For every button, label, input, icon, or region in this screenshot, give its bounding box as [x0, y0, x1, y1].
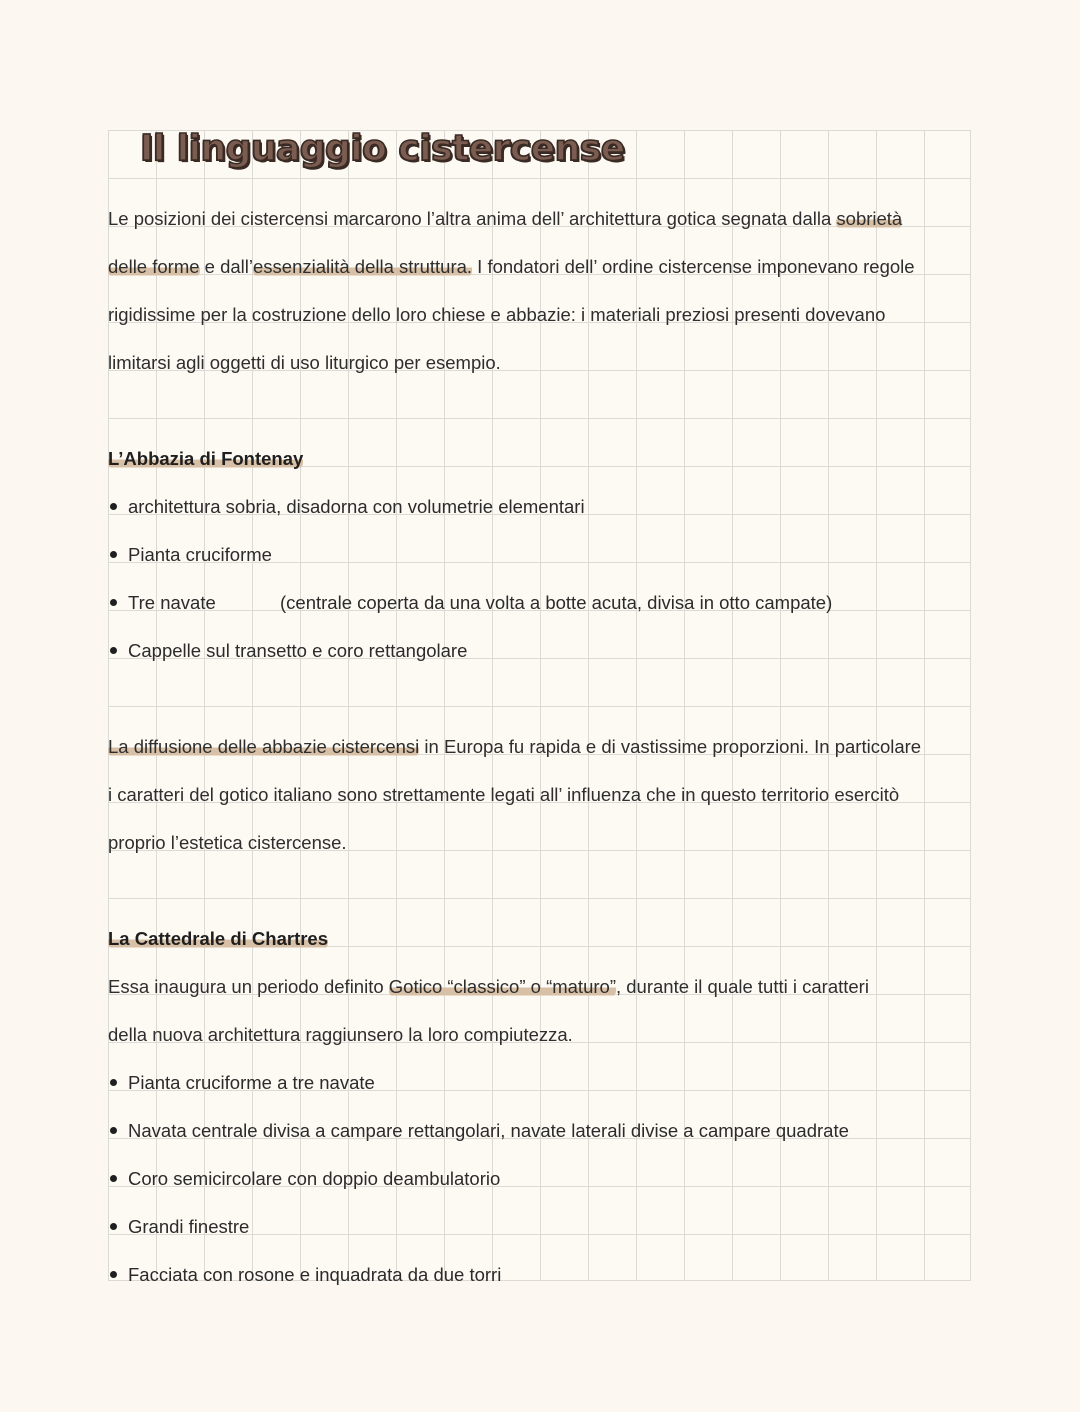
heading-highlight: La Cattedrale di Chartres — [108, 928, 329, 949]
bullet-text: Pianta cruciforme — [128, 544, 272, 565]
chartres-line-1 — [108, 974, 869, 1000]
diffusione-line-3: proprio l’estetica cistercense. — [108, 832, 347, 853]
highlight-sobrieta: sobrietà — [836, 208, 903, 229]
highlight-forme: delle forme — [108, 256, 200, 277]
chartres-bullet-2 — [108, 1118, 849, 1144]
intro-line-2 — [108, 254, 915, 280]
intro-line-4: limitarsi agli oggetti di uso liturgico per esempio. — [108, 352, 501, 373]
section-heading-fontenay — [108, 446, 303, 472]
bullet-text: Cappelle sul transetto e coro rettangolare — [128, 640, 468, 661]
chartres-text: , durante il quale tutti i caratteri — [615, 976, 869, 997]
highlight-essenzialita: essenzialità della struttura. — [253, 256, 473, 277]
page-title: Il linguaggio cistercense — [140, 128, 625, 169]
highlight-gotico: Gotico “classico” o “maturo” — [388, 976, 616, 997]
bullet-dot — [110, 1223, 117, 1230]
intro-line-3: rigidissime per la costruzione dello loro chiese e abbazie: i materiali preziosi presenti dovevano — [108, 304, 886, 325]
bullet-dot — [110, 1271, 117, 1278]
intro-line-1 — [108, 206, 902, 232]
chartres-line-2: della nuova architettura raggiunsero la loro compiutezza. — [108, 1024, 573, 1045]
bullet-dot — [110, 1127, 117, 1134]
diffusione-line-1 — [108, 734, 921, 760]
chartres-bullet-5 — [108, 1262, 501, 1288]
bullet-text: Tre navate — [128, 592, 216, 613]
bullet-text: Pianta cruciforme a tre navate — [128, 1072, 375, 1093]
chartres-bullet-1 — [108, 1070, 375, 1096]
fontenay-bullet-3 — [108, 590, 216, 616]
bullet-dot — [110, 551, 117, 558]
fontenay-bullet-1 — [108, 494, 585, 520]
section-heading-chartres — [108, 926, 328, 952]
bullet-dot — [110, 503, 117, 510]
bullet-text: architettura sobria, disadorna con volumetrie elementari — [128, 496, 585, 517]
highlight-diffusione: La diffusione delle abbazie cistercensi — [108, 736, 420, 757]
diffusione-line-2: i caratteri del gotico italiano sono strettamente legati all’ influenza che in questo territorio esercitò — [108, 784, 900, 805]
chartres-bullet-3 — [108, 1166, 500, 1192]
bullet-text: Navata centrale divisa a campare rettangolari, navate laterali divise a campare quadrate — [128, 1120, 849, 1141]
intro-text: Le posizioni dei cistercensi marcarono l’altra anima dell’ architettura gotica segnata dalla — [108, 208, 837, 229]
chartres-bullet-4 — [108, 1214, 249, 1240]
bullet-dot — [110, 647, 117, 654]
navate-note: (centrale coperta da una volta a botte acuta, divisa in otto campate) — [280, 592, 833, 613]
bullet-dot — [110, 1175, 117, 1182]
bullet-text: Facciata con rosone e inquadrata da due torri — [128, 1264, 502, 1285]
bullet-text: Coro semicircolare con doppio deambulatorio — [128, 1168, 501, 1189]
fontenay-bullet-4 — [108, 638, 467, 664]
intro-text: I fondatori dell’ ordine cistercense imponevano regole — [472, 256, 915, 277]
bullet-text: Grandi finestre — [128, 1216, 250, 1237]
chartres-text: Essa inaugura un periodo definito — [108, 976, 389, 997]
fontenay-bullet-2 — [108, 542, 272, 568]
bullet-dot — [110, 599, 117, 606]
intro-text: e dall’ — [199, 256, 253, 277]
diffusione-text: in Europa fu rapida e di vastissime proporzioni. In particolare — [419, 736, 922, 757]
heading-highlight: L’Abbazia di Fontenay — [108, 448, 304, 469]
bullet-dot — [110, 1079, 117, 1086]
